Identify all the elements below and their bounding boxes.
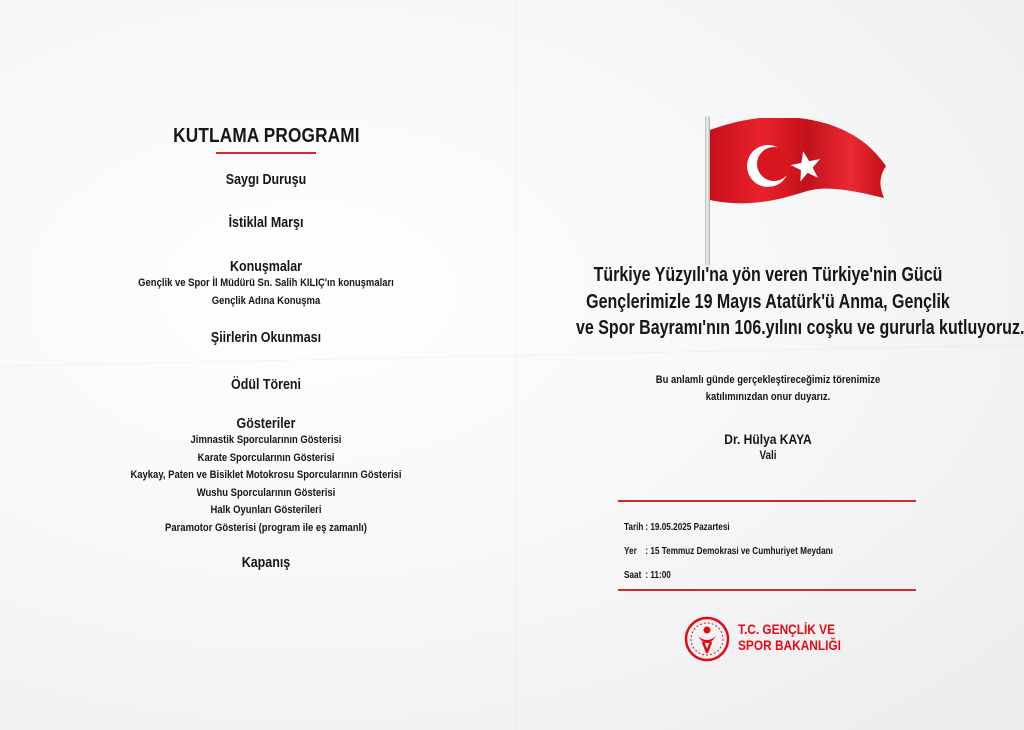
signature-block — [682, 431, 854, 465]
headline-line: Türkiye Yüzyılı'na yön veren Türkiye'nin Gücü — [593, 264, 943, 286]
paper-crease — [515, 0, 516, 730]
ministry-name-line1: T.C. GENÇLİK VE — [738, 622, 836, 637]
ministry-name — [738, 622, 841, 654]
program-item-detail: Halk Oyunları Gösterileri — [210, 504, 322, 516]
program-item-detail: Wushu Sporcularının Gösterisi — [196, 486, 336, 499]
headline-line: Gençlerimizle 19 Mayıs Atatürk'ü Anma, Gençlik — [586, 290, 950, 313]
program-item-heading: İstiklal Marşı — [228, 215, 304, 231]
date-value: : 19.05.2025 Pazartesi — [645, 521, 730, 533]
program-item-heading: Şiirlerin Okunması — [210, 330, 322, 346]
program-item-heading: Konuşmalar — [229, 259, 303, 275]
message-line: katılımınızdan onur duyarız. — [705, 391, 831, 403]
date-label: Tarih — [624, 521, 644, 533]
time-value: : 11:00 — [645, 569, 671, 581]
message-line: Bu anlamlı günde gerçekleştireceğimiz törenimize — [655, 374, 881, 386]
turkish-flag-icon — [700, 116, 890, 266]
date-row — [624, 515, 833, 539]
divider-bottom — [618, 589, 916, 591]
time-label: Saat — [624, 569, 642, 581]
program-item-detail: Kaykay, Paten ve Bisiklet Motokrosu Sporcularının Gösterisi — [130, 469, 402, 481]
time-row — [624, 563, 833, 587]
event-details — [624, 515, 879, 587]
program-item-heading: Ödül Töreni — [231, 377, 301, 393]
invitation-headline — [576, 262, 1024, 342]
place-row — [624, 539, 833, 563]
program-item-heading: Kapanış — [241, 555, 291, 571]
program-item-detail: Karate Sporcularının Gösterisi — [197, 451, 335, 464]
ministry-logo — [684, 614, 884, 664]
program-item-detail: Paramotor Gösterisi (program ile eş zamanlı) — [165, 521, 367, 534]
program-item-detail: Gençlik ve Spor İl Müdürü Sn. Salih KILIÇ'ın konuşmaları — [138, 277, 394, 289]
flag-cloth — [708, 118, 898, 228]
ministry-emblem-icon — [684, 616, 730, 662]
signer-name: Dr. Hülya KAYA — [724, 431, 812, 447]
program-item-detail: Gençlik Adına Konuşma — [211, 294, 321, 307]
program-panel — [90, 125, 442, 571]
place-label: Yer — [624, 545, 637, 557]
divider-top — [618, 500, 916, 502]
headline-line: ve Spor Bayramı'nın 106.yılını coşku ve gururla kutluyoruz. — [576, 317, 1024, 339]
signer-title: Vali — [759, 450, 777, 462]
program-item-heading: Gösteriler — [236, 416, 296, 432]
program-item-detail: Jimnastik Sporcularının Gösterisi — [190, 434, 342, 446]
ministry-name-line2: SPOR BAKANLIĞI — [738, 638, 841, 653]
invitation-message — [630, 372, 905, 406]
program-title: KUTLAMA PROGRAMI — [172, 125, 360, 147]
place-value: : 15 Temmuz Demokrasi ve Cumhuriyet Meydanı — [645, 545, 833, 557]
program-item-heading: Saygı Duruşu — [225, 172, 307, 188]
